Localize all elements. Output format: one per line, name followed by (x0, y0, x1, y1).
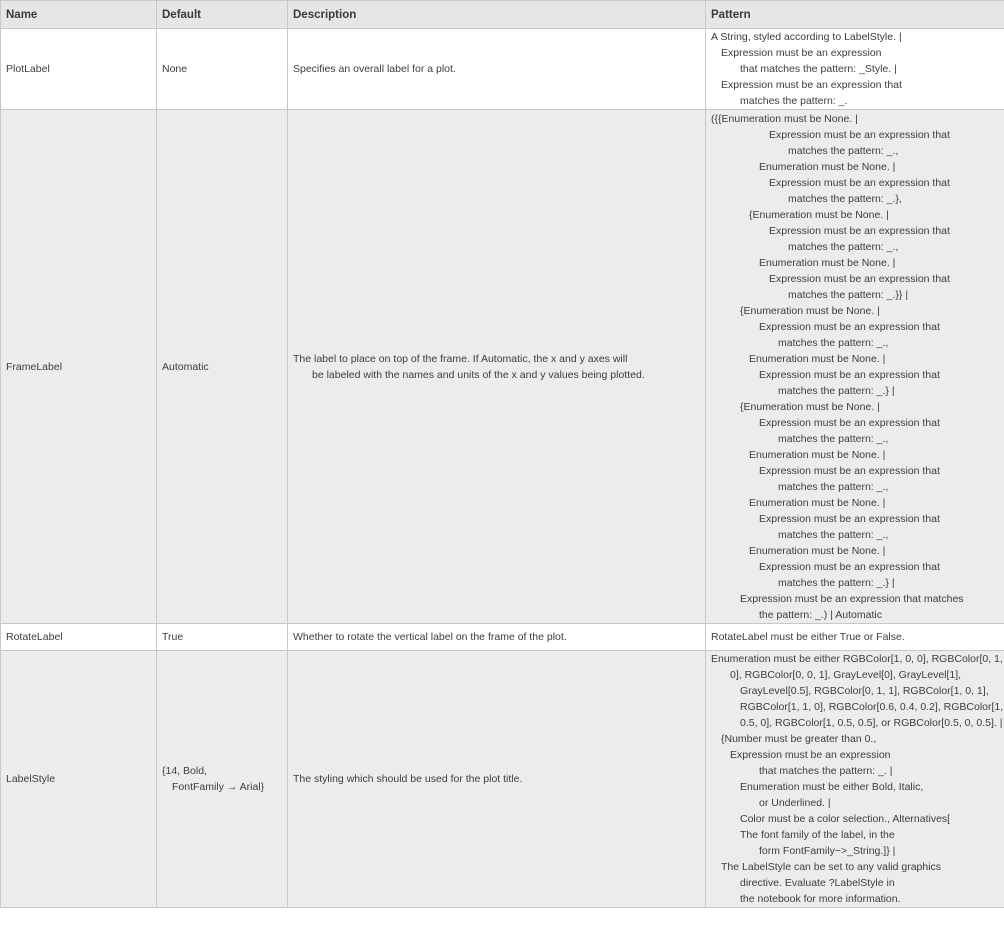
table-row (1, 624, 1004, 651)
pattern-line: matches the pattern: _.} | (778, 576, 895, 589)
pattern-line: {Enumeration must be None. | (749, 208, 889, 221)
table-row (1, 29, 1004, 110)
pattern-line: ({{Enumeration must be None. | (711, 112, 858, 125)
pattern-line: Enumeration must be None. | (749, 448, 886, 461)
pattern-line: Enumeration must be either RGBColor[1, 0, 0], RGBColor[0, 1, (711, 653, 1003, 665)
description-line: Whether to rotate the vertical label on the frame of the plot. (293, 631, 567, 643)
pattern-line: Expression must be an expression that matches (740, 592, 964, 605)
pattern-line: Expression must be an expression that (759, 416, 940, 429)
option-description (288, 29, 706, 110)
default-line: FontFamily → Arial} (172, 781, 265, 793)
pattern-line: Expression must be an expression that (759, 464, 940, 477)
table-row (1, 110, 1004, 624)
option-description (288, 624, 706, 651)
pattern-line: Expression must be an expression that (769, 224, 950, 237)
pattern-line: The font family of the label, in the (740, 829, 895, 841)
pattern-line: {Number must be greater than 0., (721, 733, 877, 745)
pattern-line: GrayLevel[0.5], RGBColor[0, 1, 1], RGBColor[1, 0, 1], (740, 685, 989, 697)
option-description (288, 110, 706, 624)
pattern-line: Expression must be an expression that (721, 79, 902, 91)
pattern-line: RGBColor[1, 1, 0], RGBColor[0.6, 0.4, 0.2], RGBColor[1, (740, 701, 1004, 713)
option-pattern (706, 651, 1004, 908)
option-default (157, 29, 288, 110)
pattern-line: Expression must be an expression that (759, 560, 940, 573)
option-name: RotateLabel (1, 624, 157, 651)
pattern-line: Enumeration must be None. | (749, 496, 886, 509)
option-default (157, 110, 288, 624)
pattern-line: {Enumeration must be None. | (740, 304, 880, 317)
option-default (157, 624, 288, 651)
option-pattern (706, 29, 1004, 110)
pattern-line: {Enumeration must be None. | (740, 400, 880, 413)
pattern-line: Expression must be an expression that (769, 128, 950, 141)
table-row (1, 651, 1004, 908)
pattern-line: matches the pattern: _., (778, 480, 889, 493)
pattern-line: matches the pattern: _.}} | (788, 288, 909, 301)
option-description (288, 651, 706, 908)
option-name: FrameLabel (1, 110, 157, 624)
pattern-line: matches the pattern: _.} | (778, 384, 895, 397)
option-default (157, 651, 288, 908)
header-description: Description (288, 1, 706, 29)
pattern-line: RotateLabel must be either True or False. (711, 631, 905, 643)
description-line: be labeled with the names and units of the x and y values being plotted. (312, 368, 645, 381)
pattern-line: Enumeration must be None. | (749, 352, 886, 365)
pattern-line: Enumeration must be None. | (749, 544, 886, 557)
pattern-line: matches the pattern: _., (778, 432, 889, 445)
pattern-line: matches the pattern: _. (740, 95, 848, 107)
pattern-line: 0.5, 0], RGBColor[1, 0.5, 0.5], or RGBColor[0.5, 0, 0.5]. | (740, 717, 1003, 729)
pattern-line: Expression must be an expression that (769, 176, 950, 189)
pattern-line: the notebook for more information. (740, 893, 901, 905)
default-line: None (162, 63, 188, 75)
pattern-line: Enumeration must be either Bold, Italic, (740, 781, 924, 793)
default-line: {14, Bold, (162, 765, 207, 777)
default-line: True (162, 631, 184, 643)
pattern-line: Expression must be an expression (721, 47, 882, 59)
pattern-line: matches the pattern: _., (788, 144, 899, 157)
pattern-line: that matches the pattern: _Style. | (740, 63, 897, 75)
pattern-line: matches the pattern: _., (788, 240, 899, 253)
pattern-line: matches the pattern: _., (778, 528, 889, 541)
pattern-line: Enumeration must be None. | (759, 160, 896, 173)
header-row (1, 1, 1004, 29)
pattern-line: Expression must be an expression (730, 749, 891, 761)
pattern-line: Expression must be an expression that (759, 368, 940, 381)
header-pattern: Pattern (706, 1, 1004, 29)
description-line: The styling which should be used for the plot title. (293, 773, 523, 785)
pattern-line: A String, styled according to LabelStyle. | (711, 31, 902, 43)
pattern-line: the pattern: _.) | Automatic (759, 608, 882, 621)
default-line: Automatic (162, 360, 209, 373)
pattern-line: that matches the pattern: _. | (759, 765, 893, 777)
pattern-line: Expression must be an expression that (759, 320, 940, 333)
option-pattern (706, 110, 1004, 624)
pattern-line: The LabelStyle can be set to any valid graphics (721, 861, 942, 873)
header-default: Default (157, 1, 288, 29)
description-line: Specifies an overall label for a plot. (293, 63, 456, 75)
pattern-line: matches the pattern: _.}, (788, 192, 902, 205)
option-name: PlotLabel (1, 29, 157, 110)
header-name: Name (1, 1, 157, 29)
pattern-line: Expression must be an expression that (759, 512, 940, 525)
pattern-line: directive. Evaluate ?LabelStyle in (740, 877, 895, 889)
pattern-line: Color must be a color selection., Alternatives[ (740, 813, 951, 825)
pattern-line: form FontFamily−>_String.]} | (759, 845, 896, 857)
pattern-line: matches the pattern: _., (778, 336, 889, 349)
pattern-line: Enumeration must be None. | (759, 256, 896, 269)
pattern-line: 0], RGBColor[0, 0, 1], GrayLevel[0], GrayLevel[1], (730, 669, 962, 681)
pattern-line: or Underlined. | (759, 797, 831, 809)
option-pattern (706, 624, 1004, 651)
option-name: LabelStyle (1, 651, 157, 908)
description-line: The label to place on top of the frame. If Automatic, the x and y axes will (293, 352, 628, 365)
pattern-line: Expression must be an expression that (769, 272, 950, 285)
